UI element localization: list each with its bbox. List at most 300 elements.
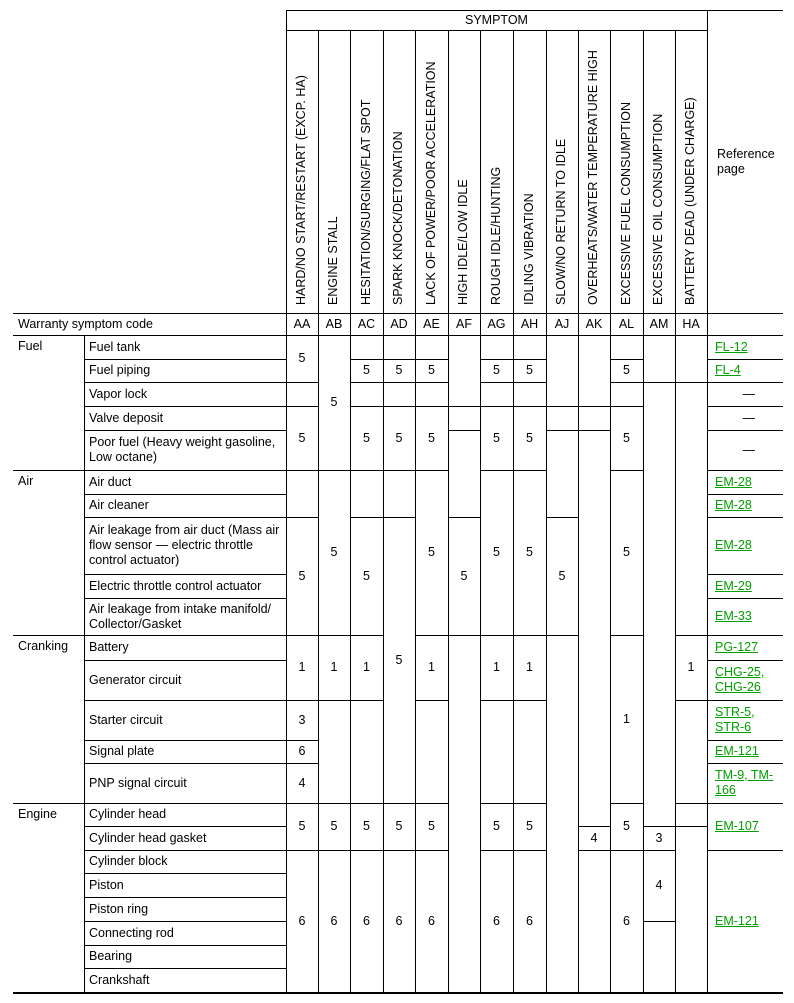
grid-line xyxy=(546,406,578,407)
symptom-value-cell: 3 xyxy=(655,830,663,845)
symptom-value-cell: 5 xyxy=(395,819,403,833)
warranty-code: AC xyxy=(357,316,376,331)
grid-line xyxy=(286,763,318,764)
grid-line xyxy=(415,803,448,804)
grid-line xyxy=(707,406,783,407)
grid-line xyxy=(546,635,578,636)
symptom-column-name: HARD/NO START/RESTART (EXCP. HA) xyxy=(294,75,308,305)
grid-line xyxy=(513,406,546,407)
warranty-code: AM xyxy=(649,316,669,331)
symptom-value-cell xyxy=(578,406,610,430)
grid-line xyxy=(84,660,286,661)
grid-line xyxy=(707,10,708,992)
symptom-value-cell xyxy=(643,921,675,992)
symptom-value-cell: 5 xyxy=(623,819,630,833)
symptom-value-cell xyxy=(610,335,643,359)
symptom-column-name: IDLING VIBRATION xyxy=(522,193,536,305)
grid-line xyxy=(707,763,783,764)
symptom-column-name: OVERHEATS/WATER TEMPERATURE HIGH xyxy=(586,50,600,305)
symptom-column-name: EXCESSIVE FUEL CONSUMPTION xyxy=(619,101,633,305)
warranty-code: AA xyxy=(293,316,311,331)
grid-line xyxy=(707,803,783,804)
grid-line xyxy=(707,700,783,701)
grid-line xyxy=(84,517,286,518)
symptom-value-cell xyxy=(350,470,383,517)
grid-line xyxy=(707,517,783,518)
grid-line xyxy=(448,30,449,992)
symptom-value-cell: 5 xyxy=(363,568,370,583)
symptom-value-cell: 6 xyxy=(623,913,630,928)
reference-link[interactable]: EM-33 xyxy=(715,609,752,623)
reference-link[interactable]: TM-9, TM- xyxy=(715,768,774,782)
symptom-value-cell: 5 xyxy=(623,363,630,377)
reference-cell xyxy=(707,406,783,430)
symptom-value-cell xyxy=(415,700,448,803)
symptom-value-cell: 5 xyxy=(623,430,630,445)
reference-link[interactable]: EM-28 xyxy=(715,538,752,552)
symptom-value-cell: 6 xyxy=(493,913,500,928)
symptom-value-cell xyxy=(675,803,707,826)
grid-line xyxy=(707,494,783,495)
group-name: Fuel xyxy=(18,339,43,353)
grid-line xyxy=(415,359,448,360)
item-label: PNP signal circuit xyxy=(89,775,187,790)
symptom-value-cell: 1 xyxy=(687,660,695,674)
symptom-value-cell: 5 xyxy=(493,545,500,559)
symptom-value-cell: 4 xyxy=(590,830,598,845)
grid-line xyxy=(84,382,286,383)
symptom-column-name: ENGINE STALL xyxy=(326,216,340,305)
grid-line xyxy=(480,359,513,360)
grid-line xyxy=(610,406,643,407)
symptom-value-cell: 5 xyxy=(330,545,338,559)
grid-line xyxy=(84,921,286,922)
grid-line xyxy=(415,700,448,701)
warranty-code: AK xyxy=(585,316,603,331)
grid-line xyxy=(84,968,286,969)
grid-line xyxy=(13,635,286,636)
item-label: Battery xyxy=(89,640,129,654)
symptom-value-cell: 5 xyxy=(460,568,468,583)
symptom-value-cell: 5 xyxy=(395,652,403,667)
symptom-value-cell: 5 xyxy=(298,568,306,583)
symptom-value-cell: 1 xyxy=(428,660,435,674)
grid-line xyxy=(415,406,448,407)
group-name: Engine xyxy=(18,807,57,821)
grid-line xyxy=(84,826,286,827)
grid-line xyxy=(383,359,415,360)
grid-line xyxy=(675,382,707,383)
symptom-value-cell xyxy=(448,635,480,992)
symptom-value-cell xyxy=(578,335,610,406)
symptom-value-cell: 5 xyxy=(395,363,403,377)
warranty-code: AB xyxy=(325,316,343,331)
grid-line xyxy=(318,470,350,471)
symptom-value-cell xyxy=(513,382,546,406)
symptom-value-cell xyxy=(350,382,383,406)
symptom-value-cell: 6 xyxy=(298,913,306,928)
reference-cell xyxy=(707,359,783,382)
grid-line xyxy=(707,635,783,636)
grid-line xyxy=(643,382,675,383)
symptom-value-cell: 5 xyxy=(526,819,533,833)
grid-line xyxy=(675,803,707,804)
reference-cell xyxy=(707,574,783,598)
grid-line xyxy=(415,30,416,992)
symptom-value-cell xyxy=(286,470,318,517)
grid-line xyxy=(350,700,383,701)
symptom-value-cell: 6 xyxy=(298,744,306,758)
grid-line xyxy=(286,382,318,383)
grid-line xyxy=(415,850,448,851)
grid-line xyxy=(84,873,286,874)
symptom-value-cell xyxy=(383,382,415,406)
reference-cell xyxy=(707,598,783,635)
grid-line xyxy=(318,635,350,636)
grid-line xyxy=(383,470,415,471)
grid-line xyxy=(350,406,383,407)
symptom-value-cell: 5 xyxy=(363,819,370,833)
symptom-value-cell xyxy=(448,406,480,430)
item-label: Piston ring xyxy=(89,901,149,916)
reference-cell xyxy=(707,635,783,660)
warranty-symptom-code-label: Warranty symptom code xyxy=(18,316,153,331)
symptom-value-cell xyxy=(578,430,610,826)
grid-line xyxy=(480,382,513,383)
grid-line xyxy=(13,335,783,336)
grid-line xyxy=(84,740,286,741)
grid-line xyxy=(610,359,643,360)
warranty-code: AG xyxy=(487,316,506,331)
grid-line xyxy=(480,30,481,992)
symptom-value-cell: 5 xyxy=(330,395,338,409)
grid-line xyxy=(546,517,578,518)
reference-cell xyxy=(707,430,783,470)
symptom-value-cell xyxy=(513,700,546,803)
grid-line xyxy=(318,850,350,851)
symptom-value-cell xyxy=(383,470,415,517)
grid-line xyxy=(415,635,448,636)
grid-line xyxy=(480,406,513,407)
grid-line xyxy=(513,382,546,383)
item-label: Cylinder head xyxy=(89,807,167,821)
warranty-code: AF xyxy=(456,316,472,331)
symptom-value-cell xyxy=(578,850,610,992)
grid-line xyxy=(513,635,546,636)
symptom-value-cell: 5 xyxy=(298,819,306,833)
warranty-code: HA xyxy=(682,316,700,331)
symptom-column-name: LACK OF POWER/POOR ACCELERATION xyxy=(424,61,438,305)
grid-line xyxy=(513,30,514,992)
item-label: Air cleaner xyxy=(89,498,149,512)
reference-cell xyxy=(707,740,783,763)
item-label: Connecting rod xyxy=(89,925,174,940)
symptom-value-cell: 5 xyxy=(526,363,533,377)
grid-line xyxy=(350,517,383,518)
grid-line xyxy=(707,382,783,383)
grid-line xyxy=(448,635,480,636)
symptom-value-cell xyxy=(675,382,707,635)
grid-line xyxy=(286,470,318,471)
grid-line xyxy=(286,10,783,11)
symptom-value-cell: 5 xyxy=(395,430,403,445)
grid-line xyxy=(13,992,783,994)
warranty-code: AJ xyxy=(554,316,570,331)
grid-line xyxy=(286,850,318,851)
reference-dash: — xyxy=(742,442,755,457)
reference-cell xyxy=(707,850,783,992)
grid-line xyxy=(318,700,350,701)
symptom-value-cell xyxy=(610,382,643,406)
reference-cell xyxy=(707,470,783,494)
grid-line xyxy=(286,406,318,407)
reference-link[interactable]: FL-4 xyxy=(715,363,741,377)
reference-dash: — xyxy=(742,410,755,425)
grid-line xyxy=(286,635,318,636)
symptom-value-cell: 5 xyxy=(363,363,370,377)
symptom-column-name: SPARK KNOCK/DETONATION xyxy=(391,131,405,305)
grid-line xyxy=(350,30,351,992)
grid-line xyxy=(350,803,383,804)
grid-line xyxy=(610,635,643,636)
grid-line xyxy=(84,406,286,407)
grid-line xyxy=(610,803,643,804)
symptom-value-cell xyxy=(383,335,415,359)
grid-line xyxy=(643,30,644,992)
symptom-value-cell: 5 xyxy=(298,430,306,445)
grid-line xyxy=(383,517,415,518)
symptom-value-cell: 6 xyxy=(428,913,435,928)
grid-line xyxy=(707,740,783,741)
grid-line xyxy=(383,30,384,992)
symptom-value-cell: 6 xyxy=(526,913,533,928)
grid-line xyxy=(675,826,707,827)
grid-line xyxy=(84,850,286,851)
item-label: Generator circuit xyxy=(89,672,182,687)
grid-line xyxy=(448,406,480,407)
grid-line xyxy=(350,470,383,471)
warranty-code: AL xyxy=(618,316,635,331)
symptom-value-cell: 6 xyxy=(363,913,370,928)
grid-line xyxy=(480,850,513,851)
symptom-value-cell xyxy=(546,406,578,430)
reference-cell xyxy=(707,335,783,359)
grid-line xyxy=(84,494,286,495)
reference-link[interactable]: EM-107 xyxy=(715,819,759,833)
grid-line xyxy=(480,700,513,701)
grid-line xyxy=(13,470,286,471)
grid-line xyxy=(415,470,448,471)
symptom-column-name: HIGH IDLE/LOW IDLE xyxy=(456,179,470,305)
symptom-value-cell xyxy=(480,700,513,803)
item-label: Starter circuit xyxy=(89,712,163,727)
reference-link[interactable]: EM-28 xyxy=(715,474,752,489)
item-label: Cylinder block xyxy=(89,854,168,868)
symptom-value-cell: 5 xyxy=(428,545,435,559)
reference-cell xyxy=(707,803,783,850)
symptom-value-cell xyxy=(350,335,383,359)
grid-line xyxy=(286,517,318,518)
item-label: Valve deposit xyxy=(89,410,164,425)
reference-link[interactable]: EM-28 xyxy=(715,498,752,512)
symptom-value-cell: 1 xyxy=(298,660,306,674)
reference-link[interactable]: EM-121 xyxy=(715,913,759,928)
grid-line xyxy=(513,700,546,701)
grid-line xyxy=(610,850,643,851)
grid-line xyxy=(675,30,676,992)
symptom-value-cell xyxy=(448,430,480,517)
grid-line xyxy=(286,740,318,741)
symptom-value-cell: 5 xyxy=(526,430,533,445)
warranty-code: AH xyxy=(520,316,539,331)
reference-cell xyxy=(707,517,783,574)
reference-page-header: Reference page xyxy=(717,146,775,176)
grid-line xyxy=(610,382,643,383)
grid-line xyxy=(546,430,578,431)
symptom-value-cell xyxy=(286,382,318,406)
grid-line xyxy=(643,850,675,851)
group-name: Cranking xyxy=(18,639,69,653)
grid-line xyxy=(513,850,546,851)
symptom-value-cell: 1 xyxy=(363,660,370,674)
grid-line xyxy=(318,30,319,992)
symptom-value-cell xyxy=(546,635,578,992)
reference-cell xyxy=(707,660,783,700)
grid-line xyxy=(480,635,513,636)
symptom-value-cell xyxy=(643,335,675,382)
grid-line xyxy=(578,850,610,851)
reference-dash: — xyxy=(742,386,755,401)
reference-link[interactable]: FL-12 xyxy=(715,339,748,354)
symptom-value-cell xyxy=(415,335,448,359)
grid-line xyxy=(350,359,383,360)
symptom-value-cell: 5 xyxy=(330,819,338,833)
grid-line xyxy=(513,470,546,471)
item-label: Cylinder head gasket xyxy=(89,830,207,845)
grid-line xyxy=(610,30,611,992)
grid-line xyxy=(286,30,287,992)
grid-line xyxy=(480,803,513,804)
symptom-column-name: ROUGH IDLE/HUNTING xyxy=(489,166,503,305)
item-label: Piston xyxy=(89,877,124,892)
symptom-value-cell xyxy=(415,382,448,406)
group-name: Air xyxy=(18,474,34,488)
symptom-value-cell xyxy=(480,335,513,359)
grid-line xyxy=(383,850,415,851)
reference-link[interactable]: CHG-25, xyxy=(715,665,765,679)
grid-line xyxy=(286,700,318,701)
grid-line xyxy=(578,30,579,992)
grid-line xyxy=(448,517,480,518)
reference-link[interactable]: EM-121 xyxy=(715,744,759,758)
symptom-value-cell: 1 xyxy=(493,660,500,674)
reference-cell xyxy=(707,700,783,740)
symptom-value-cell: 6 xyxy=(395,913,403,928)
symptom-value-cell: 5 xyxy=(428,363,435,377)
item-label: Electric throttle control actuator xyxy=(89,578,262,593)
symptom-column-name: HESITATION/SURGING/FLAT SPOT xyxy=(359,99,373,305)
grid-line xyxy=(643,826,675,827)
grid-line xyxy=(707,430,783,431)
symptom-value-cell xyxy=(318,700,350,803)
grid-line xyxy=(84,359,286,360)
symptom-value-cell xyxy=(448,335,480,406)
grid-line xyxy=(578,406,610,407)
symptom-value-cell xyxy=(546,430,578,517)
grid-line xyxy=(610,470,643,471)
grid-line xyxy=(707,660,783,661)
symptom-value-cell xyxy=(675,335,707,382)
item-label: Air leakage from intake manifold/ Collector/Gasket xyxy=(89,601,272,631)
symptom-value-cell xyxy=(350,700,383,803)
symptom-column-name: SLOW/NO RETURN TO IDLE xyxy=(554,138,568,305)
grid-line xyxy=(513,803,546,804)
symptom-value-cell: 5 xyxy=(493,430,500,445)
reference-link[interactable]: CHG-26 xyxy=(715,680,761,694)
grid-line xyxy=(578,430,610,431)
item-label: Fuel piping xyxy=(89,363,151,377)
symptom-value-cell: 5 xyxy=(493,363,500,377)
grid-line xyxy=(480,470,513,471)
symptom-value-cell: 5 xyxy=(558,568,566,583)
grid-line xyxy=(383,803,415,804)
grid-line xyxy=(84,897,286,898)
reference-link[interactable]: EM-29 xyxy=(715,578,752,593)
symptom-value-cell: 3 xyxy=(298,712,306,727)
item-label: Signal plate xyxy=(89,744,155,758)
symptom-value-cell xyxy=(546,335,578,406)
symptom-value-cell: 4 xyxy=(655,878,663,892)
grid-line xyxy=(546,30,547,992)
symptom-value-cell: 5 xyxy=(428,430,435,445)
grid-line xyxy=(383,382,415,383)
item-label: Vapor lock xyxy=(89,386,148,401)
symptom-value-cell: 5 xyxy=(493,819,500,833)
warranty-code: AE xyxy=(423,316,440,331)
grid-line xyxy=(578,826,610,827)
symptom-value-cell: 5 xyxy=(428,819,435,833)
reference-cell xyxy=(707,382,783,406)
reference-link[interactable]: STR-6 xyxy=(715,720,752,734)
grid-line xyxy=(707,850,783,851)
item-label: Air leakage from air duct (Mass air flow sensor — electric throttle control actuator) xyxy=(89,523,280,567)
symptom-title: SYMPTOM xyxy=(465,12,528,27)
symptom-value-cell: 1 xyxy=(623,711,630,726)
symptom-value-cell: 5 xyxy=(363,430,370,445)
grid-line xyxy=(415,382,448,383)
symptom-value-cell: 5 xyxy=(623,545,630,559)
grid-line xyxy=(350,850,383,851)
reference-link[interactable]: PG-127 xyxy=(715,640,759,654)
item-label: Air duct xyxy=(89,474,132,489)
symptom-value-cell xyxy=(480,382,513,406)
symptom-value-cell xyxy=(675,700,707,803)
symptom-column-name: BATTERY DEAD (UNDER CHARGE) xyxy=(683,97,697,305)
grid-line xyxy=(448,430,480,431)
symptom-value-cell: 5 xyxy=(526,545,533,559)
reference-link[interactable]: 166 xyxy=(715,783,736,797)
reference-link[interactable]: STR-5, xyxy=(715,705,755,719)
symptom-value-cell: 4 xyxy=(298,775,306,790)
symptom-value-cell: 1 xyxy=(526,660,533,674)
symptom-value-cell xyxy=(643,382,675,826)
symptom-value-cell: 1 xyxy=(330,660,338,674)
grid-line xyxy=(84,574,286,575)
item-label: Crankshaft xyxy=(89,972,150,987)
warranty-code: AD xyxy=(390,316,408,331)
reference-cell xyxy=(707,494,783,517)
grid-line xyxy=(350,382,383,383)
